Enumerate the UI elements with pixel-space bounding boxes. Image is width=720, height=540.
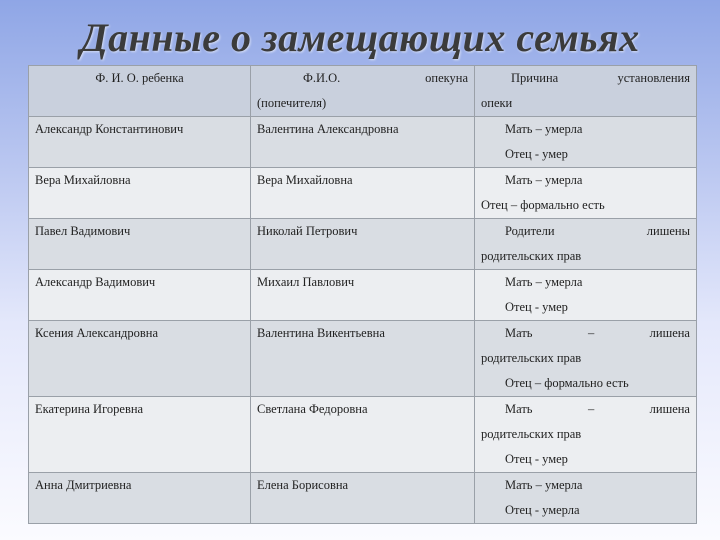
reason-cell: Мать – умерла Отец - умер [475,117,697,168]
header-child-name: Ф. И. О. ребенка [29,66,251,117]
header-reason: Причина установления опеки [475,66,697,117]
child-name: Вера Михайловна [35,173,131,187]
table-row [29,321,697,397]
families-table [28,65,697,524]
child-name: Ксения Александровна [35,326,159,340]
table-row [29,219,697,270]
guardian-name: Валентина Викентьевна [257,326,385,340]
reason-cell: Мать – лишена родительских прав Отец - умер [475,397,697,473]
header-guardian-name: Ф.И.О. опекуна (попечителя) [251,66,475,117]
reason-cell: Мать – лишена родительских прав Отец – формально есть [475,321,697,397]
table-row [29,397,697,473]
child-name: Анна Дмитриевна [35,478,132,492]
reason-cell: Родители лишены родительских прав [475,219,697,270]
guardian-name: Михаил Павлович [257,275,355,289]
table-header-row [29,66,697,117]
guardian-name: Светлана Федоровна [257,402,368,416]
child-name: Павел Вадимович [35,224,131,238]
guardian-name: Елена Борисовна [257,478,349,492]
guardian-name: Валентина Александровна [257,122,399,136]
reason-cell: Мать – умерла Отец - умерла [475,473,697,524]
table-row [29,270,697,321]
guardian-name: Вера Михайловна [257,173,353,187]
page-title: Данные о замещающих семьях [80,15,640,60]
guardian-name: Николай Петрович [257,224,358,238]
reason-cell: Мать – умерла Отец - умер [475,270,697,321]
child-name: Екатерина Игоревна [35,402,144,416]
child-name: Александр Вадимович [35,275,156,289]
child-name: Александр Константинович [35,122,184,136]
table-row [29,117,697,168]
table-row [29,168,697,219]
reason-cell: Мать – умерла Отец – формально есть [475,168,697,219]
table-row [29,473,697,524]
